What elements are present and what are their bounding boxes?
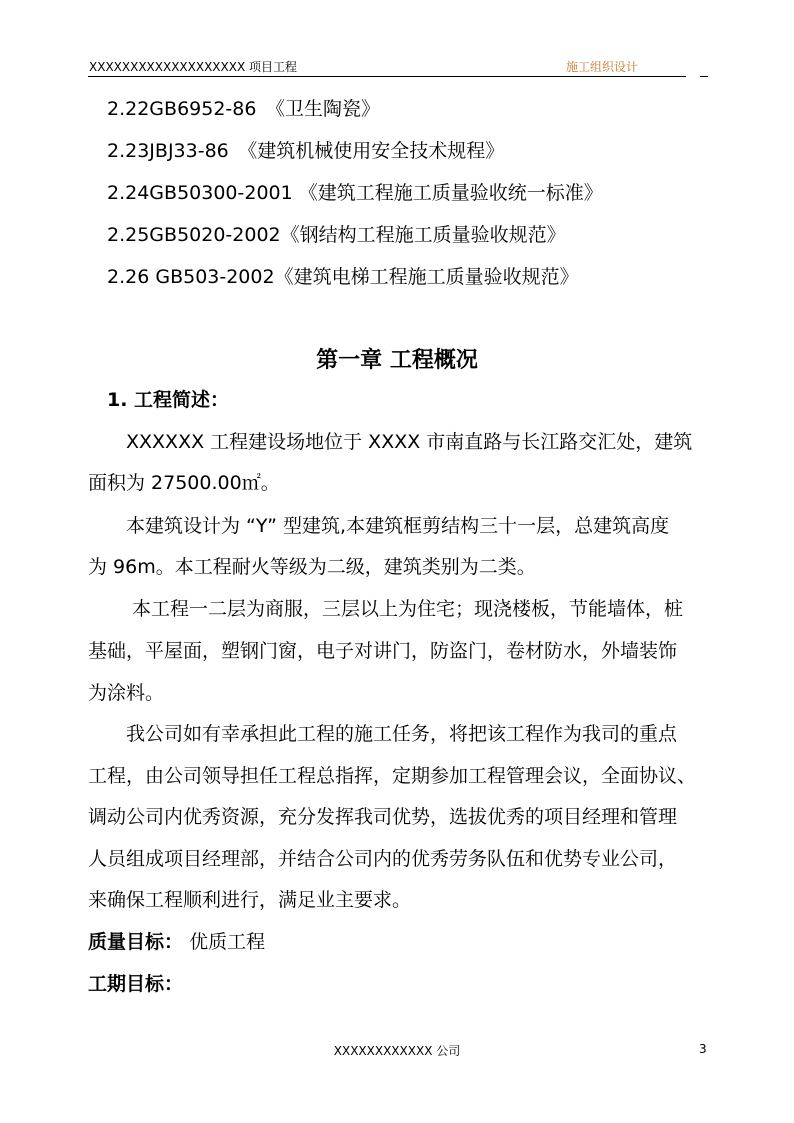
footer-company: XXXXXXXXXXXX 公司	[333, 1044, 461, 1058]
header-project-name: XXXXXXXXXXXXXXXXXXX 项目工程	[89, 60, 298, 74]
body-line: 为涂料。	[88, 682, 165, 704]
page-number: 3	[699, 1042, 707, 1056]
body-line: 基础，平屋面，塑钢门窗，电子对讲门，防盗门，卷材防水，外墙装饰	[88, 640, 678, 662]
body-line: 人员组成项目经理部，并结合公司内的优秀劳务队伍和优势专业公司，	[88, 848, 678, 870]
reference-item: 2.22GB6952-86 《卫生陶瓷》	[107, 98, 380, 120]
body-line: 面积为 27500.00㎡。	[88, 472, 280, 494]
chapter-title: 第一章 工程概况	[316, 348, 478, 373]
quality-goal-value: 优质工程	[189, 931, 266, 953]
schedule-goal-label: 工期目标：	[88, 973, 184, 995]
header-doc-type: 施工组织设计	[566, 60, 639, 74]
reference-item: 2.26 GB503-2002《建筑电梯工程施工质量验收规范》	[107, 266, 579, 288]
quality-goal-label: 质量目标：	[88, 931, 184, 953]
body-line: 来确保工程顺利进行，满足业主要求。	[88, 889, 412, 911]
reference-item: 2.24GB50300-2001 《建筑工程施工质量验收统一标准》	[107, 182, 603, 204]
reference-item: 2.23JBJ33-86 《建筑机械使用安全技术规程》	[107, 140, 505, 162]
section-title: 1. 工程简述：	[107, 389, 230, 411]
body-line: 本建筑设计为 “Y” 型建筑,本建筑框剪结构三十一层，总建筑高度	[88, 515, 670, 537]
body-line: XXXXXX 工程建设场地位于 XXXX 市南直路与长江路交汇处，建筑	[88, 431, 693, 453]
body-line: 为 96m。本工程耐火等级为二级，建筑类别为二类。	[88, 556, 536, 578]
body-line: 调动公司内优秀资源，充分发挥我司优势，选拔优秀的项目经理和管理	[88, 806, 678, 828]
header-rule	[88, 76, 686, 77]
reference-item: 2.25GB5020-2002《钢结构工程施工质量验收规范》	[107, 224, 566, 246]
body-line: 本工程一二层为商服，三层以上为住宅；现浇楼板，节能墙体，桩	[88, 598, 684, 620]
body-line: 我公司如有幸承担此工程的施工任务，将把该工程作为我司的重点	[88, 723, 678, 745]
header-rule-tail	[700, 76, 708, 77]
body-line: 工程，由公司领导担任工程总指挥，定期参加工程管理会议，全面协议、	[88, 765, 697, 787]
quality-goal	[88, 927, 265, 954]
